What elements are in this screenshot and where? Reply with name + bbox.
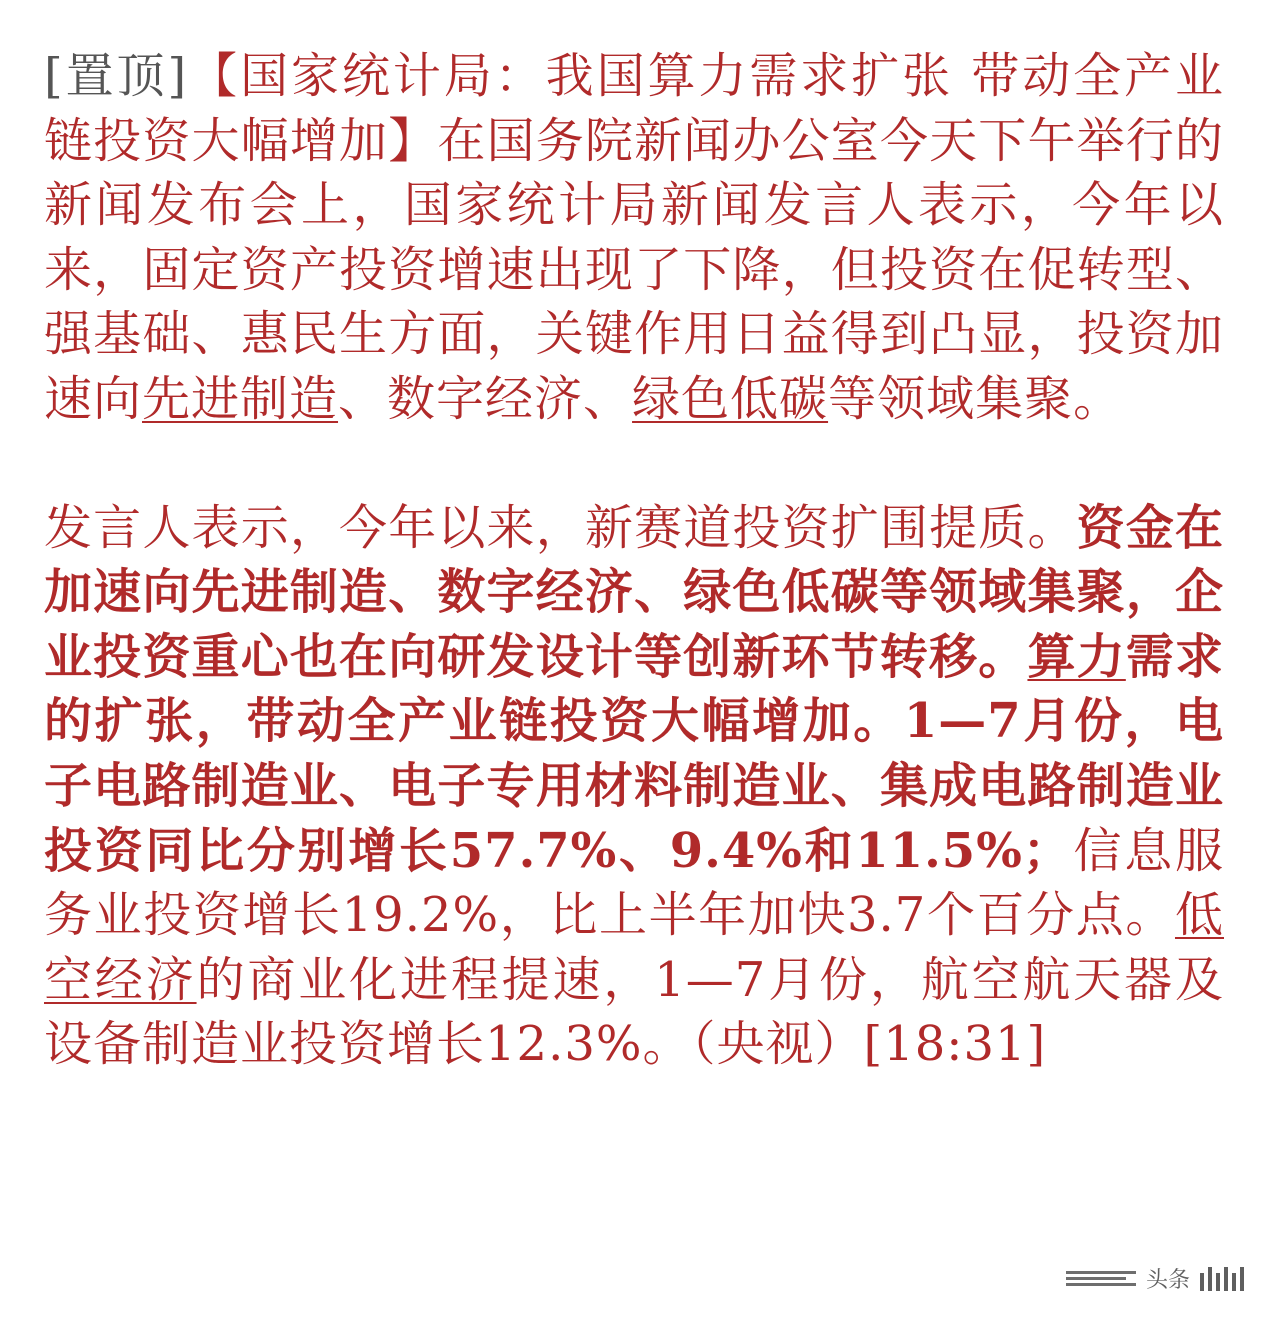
news-paragraph-1: [44, 44, 1224, 432]
toutiao-watermark-icon: [1066, 1263, 1244, 1294]
body-text: 等领域集聚。: [828, 370, 1123, 427]
pinned-tag: [置顶]: [44, 48, 188, 104]
timestamp: [18:31]: [863, 1016, 1047, 1073]
news-headline: 【国家统计局：我国算力需求扩张 带动全产业链投资大幅增加】: [44, 48, 1224, 169]
watermark-lines-icon: [1066, 1271, 1136, 1286]
bold-text: 需求的扩张，带动全产业链投资大幅增加。1—7月份，电子电路制造业、电子专用材料制造业、集成电路制造业投资同比分别增长57.7%、9.4%和11.5%；: [44, 628, 1224, 879]
watermark-text: 头条: [1145, 1268, 1190, 1293]
body-text: 、数字经济、: [338, 370, 633, 427]
article-body: [44, 44, 1224, 1077]
news-paragraph-2: [44, 496, 1224, 1077]
body-text: 信息服务业投资增长19.2%，比上半年加快3.7个百分点。: [44, 822, 1224, 944]
topic-link-green-low-carbon[interactable]: 绿色低碳: [632, 370, 829, 427]
bold-text: 资金在加速向先进制造、数字经济、绿色低碳等领域集聚，企业投资重心也在向研发设计等创新环节转移。: [44, 499, 1224, 685]
body-text: 在国务院新闻办公室今天下午举行的新闻发布会上，国家统计局新闻发言人表示，今年以来，固定资产投资增速出现了下降，但投资在促转型、强基础、惠民生方面，关键作用日益得到凸显，投资加速向: [44, 112, 1224, 427]
topic-link-low-altitude-economy[interactable]: 低空经济: [44, 887, 1224, 1008]
body-text: 发言人表示，今年以来，新赛道投资扩围提质。: [44, 499, 1077, 556]
body-text: 的商业化进程提速，1—7月份，航空航天器及设备制造业投资增长12.3%。（央视）: [44, 951, 1224, 1073]
topic-link-computing-power[interactable]: 算力: [1027, 628, 1126, 685]
topic-link-advanced-manufacturing[interactable]: 先进制造: [142, 370, 339, 427]
watermark-bars-icon: [1200, 1267, 1244, 1291]
